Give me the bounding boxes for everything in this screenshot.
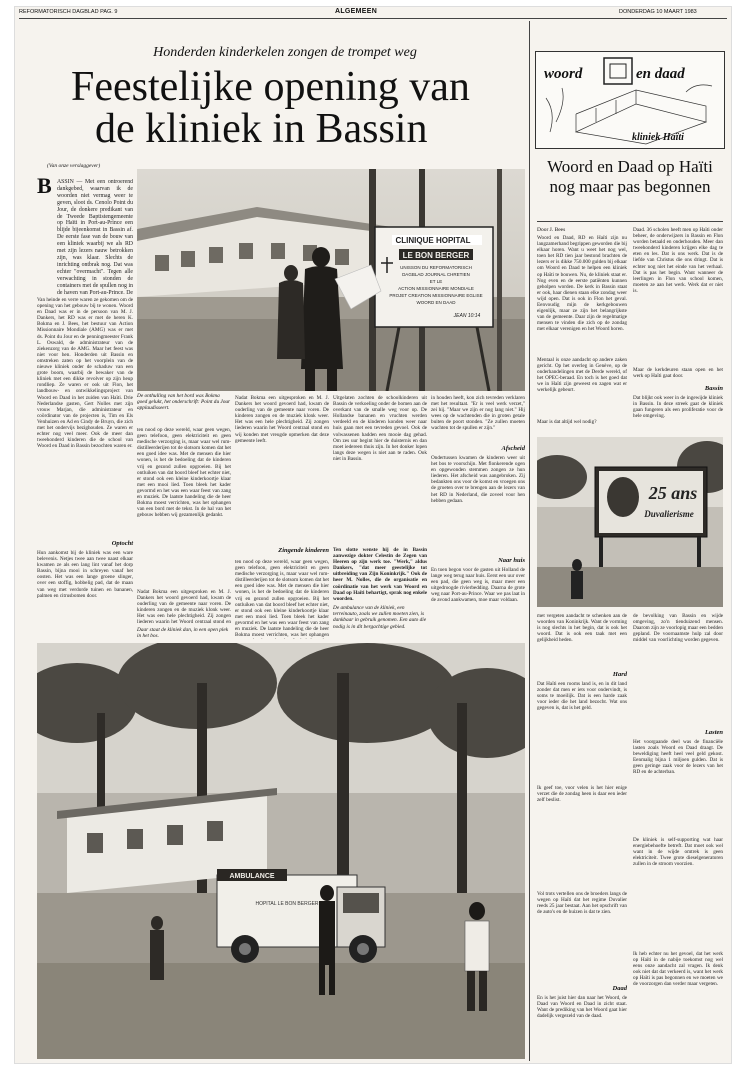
sidebar-subhead-hard: Hard [612, 671, 627, 678]
article-col3b: Ten slotte wenste hij de in Bassin aanwezige dokter Celestin de Zegen van Heeren op zijn werk toe. "Werk," aldus Dankers, "dat meer geestelijke tot uitbreiding van Zijn Koninkrijk." Ook de heer M. Nolles, die de organisatie en coördinatie van het werk van Woord en Daad op Haïti behartigt, sprak nog enkele woorden. [333, 547, 427, 602]
sidebar-col1c: Maar is dat altijd wel nodig? [537, 419, 597, 425]
caption-clinic-in-forest: Daar staat de kliniek dan, in een open plek in het bos. [137, 627, 229, 640]
sign-line-2: LE BON BERGER [402, 251, 470, 260]
logo-kliniek-haiti: kliniek Haïti [632, 132, 684, 143]
sign-line-3: UNISSON DU REFORMATORISCH [400, 265, 472, 270]
article-lead: ASSIN — Met een ontroerend dankgebed, waarvan ik de woorden niet vermag weer te geven, sloot ds. Cenolo Point du Jour, de donkere predikant van de Tweede Baptistengemeente op Haïti in Port-au-Prince een blijde bijeenkomst in Bassin af. De eerste fase van de bouw van een kliniek waarbij we als RD met zijn lezers nauw betrokken zijn, was klaar. Slechts de inrichting ontbrak nog. Dat was echter "overmacht". Tegen alle verwachting in stonden de containers met de spullen nog in de haven van Port-au-Prince. De [57, 179, 133, 294]
sidebar-col3: met vergeten aandacht te schenken aan de woorden van Koninkrijk. Want de vorming is nog slechts in het begin, dat is ook het woord. Dat is ook een taak met een gelijkheid heden. [537, 613, 627, 644]
article-byline: (Van onze verslaggever) [47, 163, 101, 169]
article-title-line1: Feestelijke opening van [71, 64, 470, 110]
sidebar-col4c: De kliniek is self-supporting wat haar energiebehoefte betreft. Dat moet ook wel want in de wijde omtrek is geen elektriciteit. Twee grote dieselgeneratoren zullen in de stroom voorzien. [633, 837, 723, 868]
sidebar-col4: de bevolking van Bassin en wijde omgeving, zo'n tienduizend mensen. Daarom zijn ze voorlopig maar een bedden gepland. De voornaamste hulp zal door middel van voorlichting worden gegeven. [633, 613, 723, 644]
masthead-center: ALGEMEEN [335, 8, 378, 15]
article-col4c: En toen begon voor de gasten uit Holland de lange weg terug naar huis. Eerst een uur over een pad, die geen weg is, maar meer een uitgedroogde rivierbedding. Daarna de grote weg naar Port-au-Prince. Waar we pas laat in de avond aankwamen, moe maar voldaan. [431, 567, 525, 604]
sidebar-col2: Daad. 36 scholen heeft men op Haïti onder beheer, de onderwijzers in Bassin en Flon worden betaald en onderhouden. Meer dan tweehonderd kinderen krijgen elke dag te eten en les. Dat is ons werk. Dat is de liefde van Christus die ons dringt. Dat is echter nog niet het einde van het verhaal. Dat is pas het begin. Want wanneer de leerlingen in Flon van school komen, moeten ze aan het werk. Werk dat er niet is. [633, 227, 723, 294]
sidebar-col3e: En is het juist hier dan naar het Woord, de Daad van Woord en Daad in zicht staat. Want de prediking van het Woord gaat hier dadelijk vergezeld van de daad. [537, 995, 627, 1020]
article-dropcap: B [37, 173, 52, 198]
article-col2-subhead: Zingende kinderen [278, 547, 329, 554]
sidebar-col4b: Het voorgaande deel was de financiële lasten zoals Woord en Daad draagt. De beweldiging heeft heel veel geld gekost. Eenmalig bijna 1 miljoen gulden. Dat is geen geringe zaak voor de lezers van het RD en de achterban. [633, 739, 723, 776]
poster-big-text: 25 ans [648, 483, 698, 503]
sidebar-photo-billboard [537, 437, 723, 607]
ambulance-sub: HOPITAL LE BON BERGER [255, 901, 319, 907]
ambulance-sign: AMBULANCE [229, 873, 275, 880]
article-col4-subhead-naar-huis: Naar huis [498, 557, 525, 564]
article-col2: ten nood op deze wereld, waar geen wegen, geen telefoon, geen elektriciteit en geen medische verzorging is, maar waar wel rum-distilleerderijen tot de slotsom komen dat het een goed idee was. Met de mensen die hier wonen, is het de bedoeling dat de kinderen vrij en gezond zullen opgroeien. Bij het ontluiken van dat boord bleef het echter niet, er stond ook een kleine kinderkoortje klaar met een mooi lied. Toen bleek het kader gevormd en het was een waar feest van zang en muziek. De laatste handeling die de heer Bokma moest verrichten, was het ophangen van een bord met de tekst. In de hal van het gebouw hebben wij gezamenlijk gedankt. [137, 427, 231, 519]
article-col2-cont: Nadat Bokma een uitgesproken en M. J. Dankers het woord gevoerd had, kwam de ouderling van de gemeente naar voren. De kinderen zongen en de muziek klonk weer. Het was een hele plechtigheid. Zij zongen liederen waarin het Woord centraal stond en wij konden met vreugde opmerken dat deze gemeente leeft. [235, 395, 329, 444]
sidebar-col3b: Dat Haïti een rooms land is, en in dit land zonder dat men er iets voor ondervindt, is soms te moeilijk. Dat is een harde zaak voor ieder die het land bezocht. Wat ons gegeven is, dat is het geld. [537, 681, 627, 712]
article-col3: Uitgelaten zochten de schoolkinderen uit Bassin de verkoeling onder de bomen aan de overkant van de smalle weg voor op. De Hollandse bananen en vruchten werden verdeeld en de kinderen konden weer naar huis gaan met een tevreden gevoel. Ook de volwassenen hadden een mooie dag gehad. Om zes uur begint hier de duisternis en dan moet iedereen thuis zijn. In het donker lopen langs deze wegen is niet aan te raden. Ook niet in Bassin. [333, 395, 427, 462]
article-col2-cont-b: ten nood op deze wereld, waar geen wegen, geen telefoon, geen elektriciteit en geen medische verzorging is, maar waar wel rum-distilleerderijen tot de slotsom komen dat het een goed idee was. Met de mensen die hier wonen, is het de bedoeling dat de kinderen vrij en gezond zullen opgroeien. Bij het ontluiken van dat boord bleef het echter niet, er stond ook een kleine kinderkoortje klaar met een mooi lied. Toen bleek het kader gevormd en het was een waar feest van zang en muziek. De laatste handeling die de heer Bokma moest verrichten, was het ophangen [235, 559, 329, 639]
article-col1: Van heinde en verre waren ze gekomen om de opening van het gebouw bij te wonen. Woord en Daad was er in de persoon van M. J. Dankers, het RD was er met de heren K. Bokma en J. Bees, het bestuur van Action Missionnaire Mondiale (AMG) was er met ds. Point du Jour en de penningmeester Frank L. Oswald, de administrateur van de ziekenzorg van de AMG. Maar het feest was niet voor hen. Honderden uit Bassin en omstreken zaten op het voorplein van de nieuwe kliniek onder de schaduw van een grote boom, waarbij de bewaker van de kliniek met een dikke revolver op zijn heup rondliep. Ze waren er ook uit Flon, het landbouw- en ontwikkelingsproject van Woord en Daad in het zuiden van Haïti. Drie Nederlandse gasten, Gert Nolles met zijn vrouw Marjan, die administrateur en coördinator van de projecten is, Tim en Els Venhuizen en Ad en Cindy de Bruyn, die zich met het ondervijs bezighouden. Ze waren er echter nog veel meer. Ook de meer dan tweehonderd kinderen die de school van Woord en Daad in Bassin bezochten waren er. [37, 297, 133, 450]
article-col4b: Ondertussen kwamen de kinderen weer uit het bos te voorschijn. Met flonkerende ogen en opgewonden stemmen zongen ze hun liederen. Het afscheid was aangebroken. Zij bedankten ons voor de komst en vroegen ons de groeten over te brengen aan de lezers van het RD in Nederland, die zoveel voor hen hebben gedaan. [431, 455, 525, 504]
sidebar-subhead-lasten: Lasten [704, 729, 723, 736]
sign-line-6: ACTION MISSIONNAIRE MONDIALE [398, 286, 474, 291]
sidebar-byline: Door J. Bees [537, 227, 566, 233]
article-col2b: Nadat Bokma een uitgesproken en M. J. Dankers het woord gevoerd had, kwam de ouderling van de gemeente naar voren. De kinderen zongen en de muziek klonk weer. Het was een hele plechtigheid. Zij zongen liederen waarin het Woord centraal stond en [137, 589, 231, 625]
sidebar-subhead-bassin: Bassin [704, 385, 723, 392]
sidebar-title: Woord en Daad op Haïti nog maar pas begonnen [547, 157, 713, 196]
logo-woord: woord [544, 66, 583, 82]
caption-sign-unveiling: De onthulling van het bord was Bokma goed gelukt, het onderschrift: Point du Jour applaudisseert. [137, 393, 231, 412]
sidebar-col2c: Dat blijkt ook weer in de ingewijde kliniek in Bassin. In deze streek gaat de kliniek gaan fungeren als een proliferatie voor de hele omgeving. [633, 395, 723, 420]
newspaper-page [14, 6, 732, 1064]
sign-line-4: DAGBLAD JOURNAL CHRETIEN [402, 272, 470, 277]
sidebar-title-rule [537, 221, 723, 222]
sign-line-5: ET LE [429, 279, 443, 284]
main-photo-sign-unveiling [137, 169, 525, 391]
article-col4: in houden heeft, kon zich tevreden verklaren met het resultaat. "Er is veel werk verzet," zei hij. "Maar we zijn er nog lang niet." Hij wees op de wachtenden die in groten getale buiten de poort stonden. "Ze zullen moeten wachten tot de spullen er zijn." [431, 395, 525, 432]
sidebar-col3c: Ik geef toe, voor velen is het hier enige verzet die de zondag heen is daar een ieder zelf beslist. [537, 785, 627, 804]
article-col4-subhead-afscheid: Afscheid [501, 445, 525, 452]
poster-small-text: Duvalierisme [644, 509, 694, 519]
masthead-rule [19, 18, 727, 19]
article-title-line2: de kliniek in Bassin [95, 106, 428, 152]
sign-line-8: WOORD EN DAAD [416, 300, 456, 305]
sidebar-subhead-daad: Daad [612, 985, 627, 992]
article-kicker: Honderden kinderkelen zongen de trompet weg [153, 45, 417, 60]
sidebar-logo-box [535, 51, 725, 149]
sidebar-col4d: Ik heb echter nu het gevoel, dat het werk op Haïti in de nabije toekomst nog wel eens onze aandacht zal vragen. Ik denk ook niet dat dat verkeerd is, want het werk op Haïti is pas begonnen en we moeten we de voorzorgen dan verder maar vergeten. [633, 951, 723, 988]
sign-line-7: PROJET CREATION MISSIONNAIRE EGLISE [389, 293, 483, 298]
article-col3-italic: De ambulance van de kliniek, een terreinauto, zoals we zullen moeten zien, is dankbaar in gebruik genomen. Een auto die nodig is in dit bergachtige gebied. [333, 605, 427, 630]
sign-line-9: JEAN 10:14 [453, 313, 481, 319]
column-divider [529, 21, 530, 1061]
article-col1b: Hun aankomst bij de kliniek was een ware belevenis. Netjes twee aan twee naast elkaar kwamen ze als een lang lint vanaf het dorp Bassin, bijna mooi in schreyen vanaf het oosten. Het was een lange groene slinger, over een stoffig, hobbelig pad, dat de maan van weg met verdorde tuinen en bananen, palmen en citrusbomen door. [37, 550, 133, 599]
logo-en-daad: en daad [636, 66, 685, 82]
sidebar-col3d: Vol trots vertellen ons de broeders langs de wegen op Haïti dat het regime Duvalier reeds 25 jaar bestaat. Aan het opschrift van de auto's en de huizen is dat te zien. [537, 891, 627, 916]
bottom-photo-ambulance [37, 643, 525, 1059]
masthead-left: REFORMATORISCH DAGBLAD PAG. 9 [19, 9, 118, 15]
sign-line-1: CLINIQUE HOPITAL [395, 236, 471, 245]
sidebar-col1b: Mentaal is onze aandacht op andere zaken gericht. Op het overleg in Genève, op de onderhandelingen met de Derde wereld, of het OPEC-beraad. En toch is het goed dat we in Haïti zijn geweest en zagen wat er werkelijk gebeurt. [537, 357, 627, 394]
masthead-right: DONDERDAG 10 MAART 1983 [619, 9, 697, 15]
sidebar-col2b: Maar de kerkdeuren staan open en het werk op Haïti gaat door. [633, 367, 723, 380]
article-col1-subhead: Optocht [111, 540, 133, 547]
sidebar-col1: Woord en Daad, RD en Haïti zijn nu langzamerhand begrippen geworden die bij elkaar horen. Want u weet het nog wel, toen het RD tien jaar bestond brachten de lezers er is dikke 750.000 gulden bij elkaar om Woord en Daad te helpen een kliniek op Haïti te bouwen. Nu, de kliniek staat er. Nog even en de eerste patiënten kunnen geholpen worden. De kerk in Bassin staat er ook, haar dienen staan elke zondag weer wijd open. Dat is ook in Flon het geval. Eenvoudig mijn de kerkgebouwen eigenlijk, maar ze zijn het belangrijkste van de gemeente. Daar zijn de regelmatige mensen te vinden die zich op de zondag met elkaar verenigen en het Woord horen. [537, 235, 627, 333]
